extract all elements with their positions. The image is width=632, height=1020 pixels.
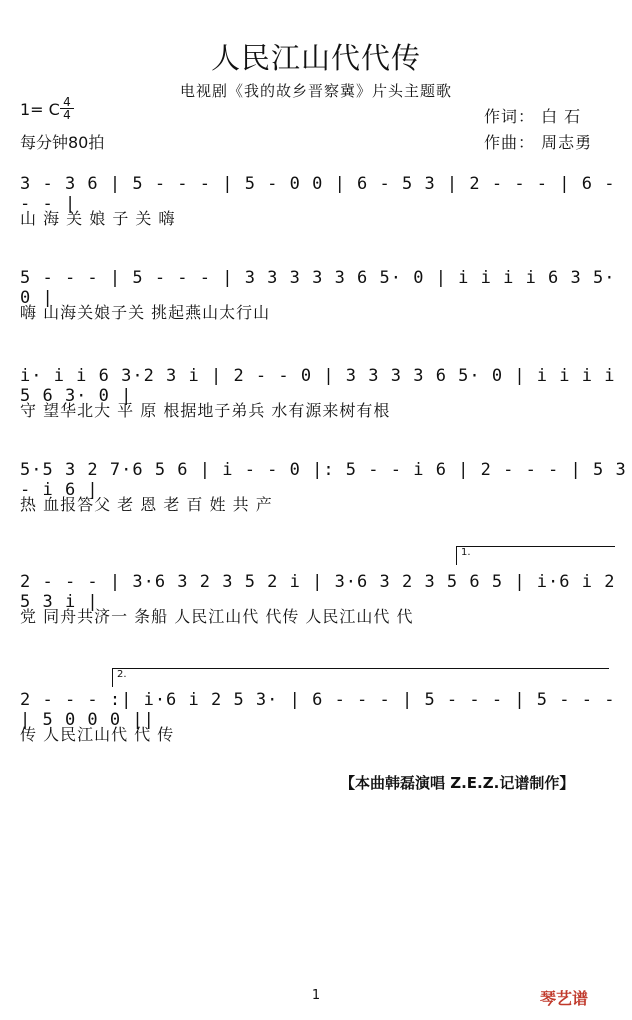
time-signature-top: 4 — [63, 95, 71, 109]
notation-line: 2 - - - :| i·6 i 2 5 3· | 6 - - - | 5 - - - | 5 - - - | 5 0 0 0 || — [20, 690, 616, 730]
page-number: 1 — [311, 988, 321, 1003]
brand-logo: 琴艺谱 — [540, 989, 589, 1008]
notation-line: 2 - - - | 3·6 3 2 3 5 2 i | 3·6 3 2 3 5 6 5 | i·6 i 2 5 3 i | — [20, 572, 616, 612]
volta-first-ending: 1. — [456, 546, 615, 565]
volta-second-ending: 2. — [112, 668, 609, 687]
lyrics-line: 传 人民江山代 代 传 — [20, 725, 175, 744]
page-title: 人民江山代代传 — [210, 41, 421, 75]
page-subtitle: 电视剧《我的故乡晋察冀》片头主题歌 — [179, 82, 452, 100]
notation-line: 5·5 3 2 7·6 5 6 | i - - 0 |: 5 - - i 6 | 2 - - - | 5 3 - i 6 | — [20, 460, 627, 500]
lyrics-line: 热 血报答父 老 恩 老 百 姓 共 产 — [20, 495, 273, 514]
notation-line: 3 - 3 6 | 5 - - - | 5 - 0 0 | 6 - 5 3 | 2 - - - | 6 - - - | — [20, 174, 616, 214]
notation-line: i· i i 6 3·2 3 i | 2 - - 0 | 3 3 3 3 6 5· 0 | i i i i 5 6 3· 0 | — [20, 366, 616, 406]
lyrics-line: 山 海 关 娘 子 关 嗨 — [20, 209, 176, 228]
time-signature — [60, 96, 74, 121]
lyrics-line: 嗨 山海关娘子关 挑起燕山太行山 — [20, 303, 271, 322]
lyrics-line: 守 望华北大 平 原 根据地子弟兵 水有源来树有根 — [20, 401, 391, 420]
tempo-marking: 每分钟80拍 — [20, 133, 105, 152]
composer-credit: 作曲： 周志勇 — [484, 133, 593, 152]
time-signature-bottom: 4 — [60, 108, 74, 121]
footer-credit: 【本曲韩磊演唱 Z.E.Z.记谱制作】 — [340, 774, 575, 792]
lyricist-credit: 作词： 白 石 — [484, 107, 582, 126]
notation-line: 5 - - - | 5 - - - | 3 3 3 3 3 6 5· 0 | i i i i 6 3 5· 0 | — [20, 268, 616, 308]
lyrics-line: 党 同舟共济一 条船 人民江山代 代传 人民江山代 代 — [20, 607, 414, 626]
key-signature: 1= C — [20, 100, 60, 119]
